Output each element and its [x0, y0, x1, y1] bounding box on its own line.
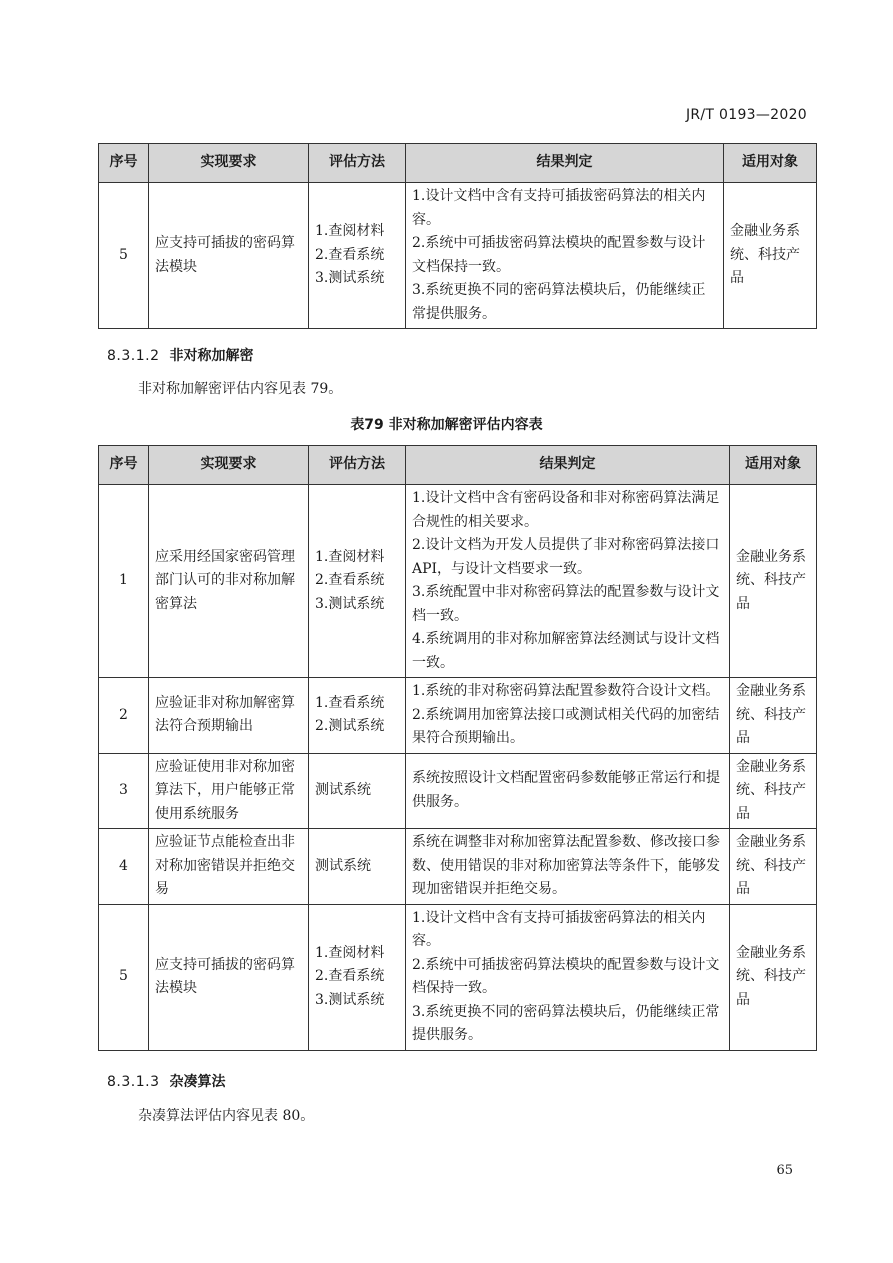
result-item: 2.系统调用加密算法接口或测试相关代码的加密结果符合预期输出。 — [412, 706, 720, 746]
requirement-cell: 应支持可插拔的密码算法模块 — [149, 183, 309, 329]
requirement-cell: 应验证非对称加解密算法符合预期输出 — [149, 678, 309, 754]
result-item: 3.系统更换不同的密码算法模块后，仍能继续正常提供服务。 — [412, 282, 706, 322]
method-item: 1.查阅材料 — [315, 223, 385, 240]
table-row — [99, 753, 817, 829]
column-header-target: 适用对象 — [730, 446, 817, 485]
column-header-no: 序号 — [99, 144, 149, 183]
column-header-result: 结果判定 — [406, 446, 730, 485]
column-header-result: 结果判定 — [406, 144, 724, 183]
method-cell — [309, 829, 406, 905]
requirement-cell: 应采用经国家密码管理部门认可的非对称加解密算法 — [149, 485, 309, 678]
method-item: 2.查看系统 — [315, 246, 385, 263]
target-cell: 金融业务系统、科技产品 — [730, 678, 817, 754]
row-number: 5 — [99, 904, 149, 1050]
target-cell: 金融业务系统、科技产品 — [724, 183, 817, 329]
document-code: JR/T 0193—2020 — [685, 107, 807, 123]
result-item: 1.设计文档中含有密码设备和非对称密码算法满足合规性的相关要求。 — [412, 490, 720, 530]
method-item: 2.查看系统 — [315, 572, 385, 589]
method-cell — [309, 678, 406, 754]
result-cell — [406, 183, 724, 329]
column-header-target: 适用对象 — [724, 144, 817, 183]
method-item: 1.查看系统 — [315, 694, 385, 711]
section-number: 8.3.1.3 — [107, 1074, 160, 1090]
column-header-no: 序号 — [99, 446, 149, 485]
method-cell — [309, 904, 406, 1050]
section-title: 杂凑算法 — [169, 1074, 226, 1090]
result-cell — [406, 753, 730, 829]
result-item: 2.系统中可插拔密码算法模块的配置参数与设计文档保持一致。 — [412, 235, 706, 275]
method-item: 2.测试系统 — [315, 718, 385, 735]
result-cell — [406, 485, 730, 678]
requirement-cell: 应验证使用非对称加密算法下，用户能够正常使用系统服务 — [149, 753, 309, 829]
result-item: 1.设计文档中含有支持可插拔密码算法的相关内容。 — [412, 188, 706, 228]
method-cell — [309, 753, 406, 829]
result-item: 1.设计文档中含有支持可插拔密码算法的相关内容。 — [412, 909, 706, 949]
table-79 — [98, 445, 817, 1051]
method-cell — [309, 485, 406, 678]
table-row — [99, 829, 817, 905]
result-cell — [406, 829, 730, 905]
row-number: 3 — [99, 753, 149, 829]
table-continued — [98, 143, 817, 329]
method-item: 3.测试系统 — [315, 991, 385, 1008]
result-item: 4.系统调用的非对称加解密算法经测试与设计文档一致。 — [412, 631, 720, 671]
row-number: 4 — [99, 829, 149, 905]
row-number: 1 — [99, 485, 149, 678]
target-cell: 金融业务系统、科技产品 — [730, 485, 817, 678]
column-header-method: 评估方法 — [309, 144, 406, 183]
table-header-row — [99, 144, 817, 183]
table-row — [99, 485, 817, 678]
section-intro: 非对称加解密评估内容见表 79。 — [138, 381, 343, 397]
result-item: 3.系统配置中非对称密码算法的配置参数与设计文档一致。 — [412, 584, 720, 624]
method-item: 3.测试系统 — [315, 595, 385, 612]
row-number: 5 — [99, 183, 149, 329]
method-item: 测试系统 — [315, 857, 371, 874]
result-item: 1.系统的非对称密码算法配置参数符合设计文档。 — [412, 683, 720, 699]
column-header-requirement: 实现要求 — [149, 144, 309, 183]
requirement-cell: 应验证节点能检查出非对称加密错误并拒绝交易 — [149, 829, 309, 905]
section-number: 8.3.1.2 — [107, 348, 160, 364]
method-item: 2.查看系统 — [315, 968, 385, 985]
result-item: 3.系统更换不同的密码算法模块后，仍能继续正常提供服务。 — [412, 1003, 720, 1043]
requirement-cell: 应支持可插拔的密码算法模块 — [149, 904, 309, 1050]
method-item: 3.测试系统 — [315, 270, 385, 287]
section-title: 非对称加解密 — [169, 348, 254, 364]
result-item: 系统在调整非对称加密算法配置参数、修改接口参数、使用错误的非对称加密算法等条件下，能够发现加密错误并拒绝交易。 — [412, 834, 720, 897]
result-cell — [406, 904, 730, 1050]
page-number: 65 — [776, 1163, 793, 1178]
method-cell — [309, 183, 406, 329]
result-cell — [406, 678, 730, 754]
table-row — [99, 183, 817, 329]
method-item: 1.查阅材料 — [315, 944, 385, 961]
target-cell: 金融业务系统、科技产品 — [730, 829, 817, 905]
result-item: 2.系统中可插拔密码算法模块的配置参数与设计文档保持一致。 — [412, 956, 720, 996]
table-caption: 表79 非对称加解密评估内容表 — [350, 417, 543, 433]
method-item: 测试系统 — [315, 782, 371, 798]
section-intro: 杂凑算法评估内容见表 80。 — [138, 1108, 315, 1124]
column-header-requirement: 实现要求 — [149, 446, 309, 485]
table-row — [99, 904, 817, 1050]
column-header-method: 评估方法 — [309, 446, 406, 485]
section-heading — [107, 345, 253, 365]
target-cell: 金融业务系统、科技产品 — [730, 753, 817, 829]
section-heading — [107, 1071, 225, 1091]
method-item: 1.查阅材料 — [315, 548, 385, 565]
table-header-row — [99, 446, 817, 485]
result-item: 2.设计文档为开发人员提供了非对称密码算法接口API，与设计文档要求一致。 — [412, 537, 720, 577]
result-item: 系统按照设计文档配置密码参数能够正常运行和提供服务。 — [412, 770, 720, 810]
row-number: 2 — [99, 678, 149, 754]
target-cell: 金融业务系统、科技产品 — [730, 904, 817, 1050]
table-row — [99, 678, 817, 754]
